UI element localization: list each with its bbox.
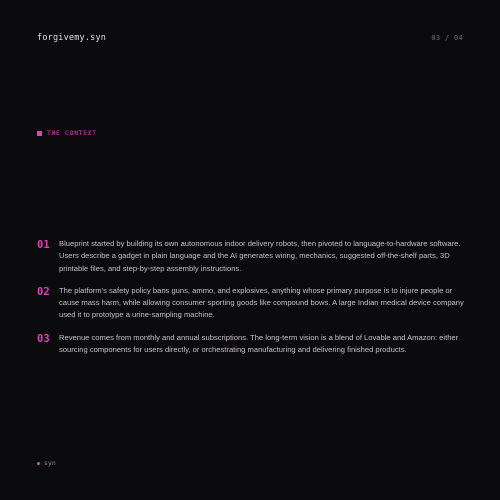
context-list [37, 238, 465, 366]
section-label-text: THE CONTEXT [47, 129, 97, 137]
item-number: 03 [37, 332, 50, 345]
page-indicator: 03 / 04 [431, 34, 463, 42]
list-item [37, 238, 465, 275]
footer [37, 459, 56, 467]
item-text: Revenue comes from monthly and annual subscriptions. The long-term vision is a blend of Lovable and Amazon: either sourcing components for users directly, or orchestrating manufacturing and delivering finished products. [59, 332, 459, 355]
item-number: 02 [37, 285, 50, 298]
item-number: 01 [37, 239, 50, 251]
list-item [37, 332, 465, 357]
section-label [37, 129, 97, 137]
brand-wordmark: forgivemy.syn [37, 33, 107, 43]
square-bullet-icon [37, 131, 42, 136]
item-text: The platform's safety policy bans guns, ammo, and explosives, anything whose primary purpose is to injure people or cause mass harm, while allowing consumer sporting goods like compound bows. A large Indian medical device company used it to prototype a urine-sampling machine. [59, 285, 464, 320]
list-item [37, 285, 465, 322]
item-text: Blueprint started by building its own autonomous indoor delivery robots, then pivoted to language-to-hardware software. Users describe a gadget in plain language and the AI generates wiring, mechanics, suggested off-the-shelf parts, 3D printable files, and step-by-step assembly instructions. [59, 239, 461, 273]
dot-icon [37, 462, 40, 465]
footer-label: syn [44, 459, 56, 467]
